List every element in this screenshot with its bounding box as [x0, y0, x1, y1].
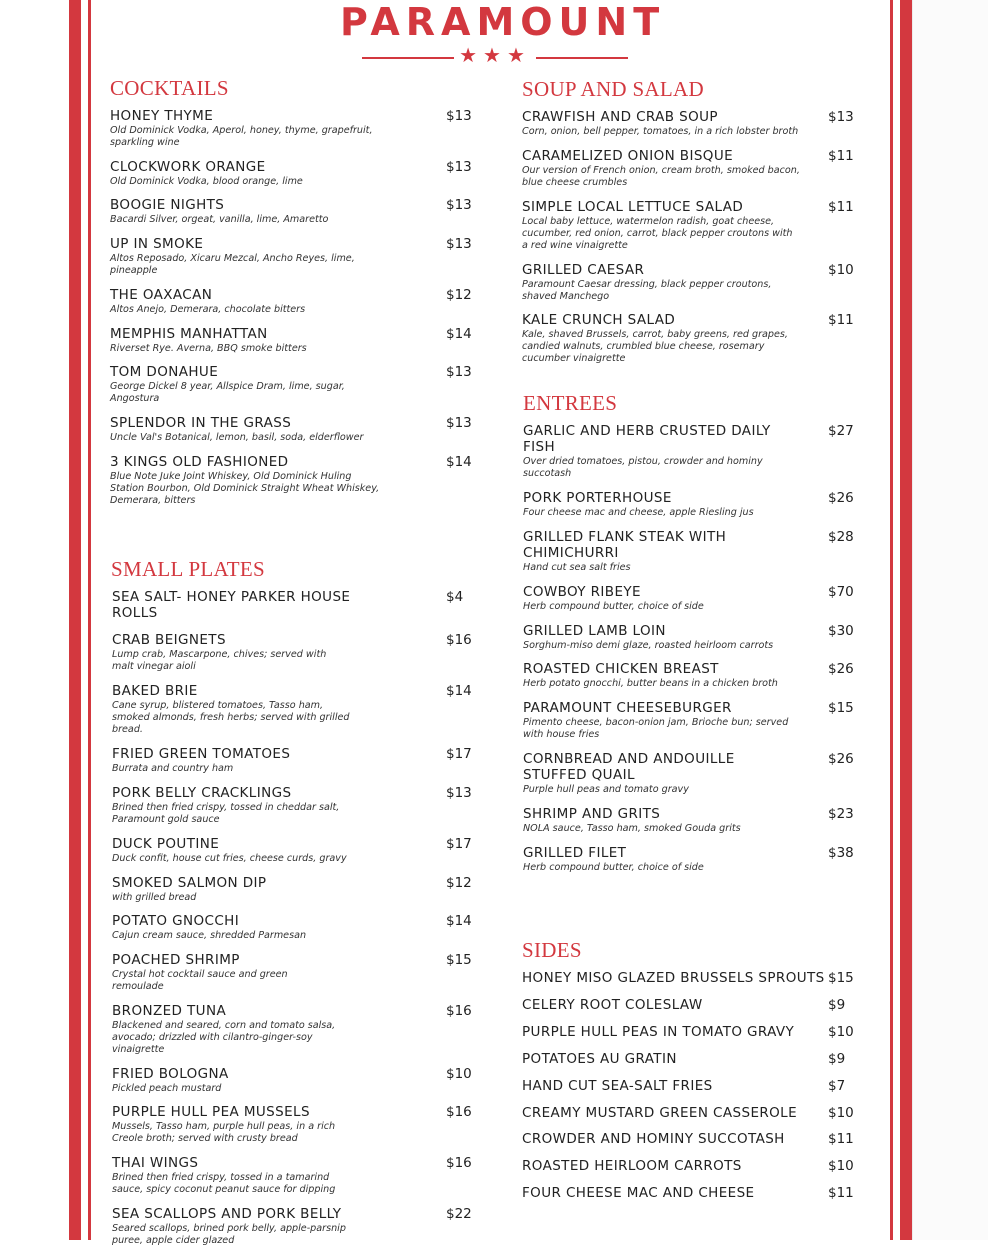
item-name: CRAB BEIGNETS: [112, 632, 226, 648]
item-description: Altos Reposado, Xicaru Mezcal, Ancho Reyes, lime, pineapple: [110, 253, 355, 276]
item-description: Burrata and country ham: [112, 763, 234, 774]
item-price: $28: [828, 529, 854, 545]
item-description: Herb compound butter, choice of side: [523, 862, 704, 873]
item-name: SMOKED SALMON DIP: [112, 875, 267, 891]
item-price: $10: [446, 1066, 472, 1082]
item-description: Local baby lettuce, watermelon radish, goat cheese, cucumber, red onion, carrot, black pepper croutons with a red wine vinaigrette: [522, 216, 793, 251]
item-description: Over dried tomatoes, pistou, crowder and hominy succotash: [523, 456, 763, 479]
side-item-price: $10: [828, 1158, 854, 1175]
item-name: PARAMOUNT CHEESEBURGER: [523, 700, 732, 716]
item-price: $13: [446, 108, 472, 124]
item-name: SHRIMP AND GRITS: [523, 806, 661, 822]
item-description: with grilled bread: [112, 892, 197, 903]
item-price: $13: [446, 785, 472, 801]
item-price: $17: [446, 836, 472, 852]
item-name: PORK BELLY CRACKLINGS: [112, 785, 292, 801]
item-name: BAKED BRIE: [112, 683, 198, 699]
item-name: FRIED GREEN TOMATOES: [112, 746, 291, 762]
item-name: HONEY THYME: [110, 108, 214, 124]
item-price: $30: [828, 623, 854, 639]
item-price: $26: [828, 490, 854, 506]
menu-item: [112, 785, 432, 826]
menu-item: [112, 1206, 432, 1247]
item-price: $13: [446, 415, 472, 431]
item-name: FRIED BOLOGNA: [112, 1066, 229, 1082]
left-border-bar: [69, 0, 81, 1240]
item-description: Pickled peach mustard: [112, 1083, 222, 1094]
item-description: Mussels, Tasso ham, purple hull peas, in a rich Creole broth; served with crusty bread: [112, 1121, 336, 1144]
item-description: Crystal hot cocktail sauce and green remoulade: [112, 969, 288, 992]
menu-item: [523, 584, 823, 613]
item-name: SEA SALT- HONEY PARKER HOUSE ROLLS: [112, 589, 351, 621]
item-name: CRAWFISH AND CRAB SOUP: [522, 109, 718, 125]
item-price: $23: [828, 806, 854, 822]
item-description: Blue Note Juke Joint Whiskey, Old Dominick Huling Station Bourbon, Old Dominick Straight Wheat Whiskey, Demerara, bitters: [110, 471, 380, 506]
item-description: Purple hull peas and tomato gravy: [523, 784, 689, 795]
soup-salad-heading: SOUP AND SALAD: [522, 77, 704, 101]
item-price: $16: [446, 1104, 472, 1120]
menu-item: [112, 1066, 432, 1095]
item-name: BOOGIE NIGHTS: [110, 197, 225, 213]
item-name: TOM DONAHUE: [110, 364, 219, 380]
logo-rule-right: [536, 57, 628, 59]
item-description: Herb potato gnocchi, butter beans in a chicken broth: [523, 678, 778, 689]
entrees-heading: ENTREES: [523, 391, 618, 415]
item-description: Sorghum-miso demi glaze, roasted heirloom carrots: [523, 640, 774, 651]
menu-item: [523, 490, 823, 519]
item-description: Paramount Caesar dressing, black pepper croutons, shaved Manchego: [522, 279, 772, 302]
item-price: $38: [828, 845, 854, 861]
item-name: THAI WINGS: [112, 1155, 199, 1171]
menu-item: [522, 199, 822, 252]
item-description: Kale, shaved Brussels, carrot, baby greens, red grapes, candied walnuts, crumbled blue cheese, rosemary cucumber vinaigrette: [522, 329, 788, 364]
item-description: Corn, onion, bell pepper, tomatoes, in a rich lobster broth: [522, 126, 799, 137]
item-name: CARAMELIZED ONION BISQUE: [522, 148, 734, 164]
item-name: GRILLED CAESAR: [522, 262, 645, 278]
item-description: Riverset Rye. Averna, BBQ smoke bitters: [110, 343, 307, 354]
item-price: $16: [446, 1003, 472, 1019]
item-price: $11: [828, 199, 854, 215]
menu-item: [112, 952, 432, 993]
menu-item: [523, 423, 823, 480]
item-price: $10: [828, 262, 854, 278]
item-name: GARLIC AND HERB CRUSTED DAILY FISH: [523, 423, 771, 455]
side-item-name: CREAMY MUSTARD GREEN CASSEROLE: [522, 1104, 798, 1121]
item-price: $70: [828, 584, 854, 600]
item-name: ROASTED CHICKEN BREAST: [523, 661, 719, 677]
item-description: Uncle Val's Botanical, lemon, basil, soda, elderflower: [110, 432, 364, 443]
menu-item: [522, 312, 822, 365]
item-price: $14: [446, 454, 472, 470]
small-plates-heading: SMALL PLATES: [111, 557, 265, 581]
item-name: PURPLE HULL PEA MUSSELS: [112, 1104, 310, 1120]
item-price: $13: [828, 109, 854, 125]
side-item-price: $11: [828, 1131, 854, 1148]
item-description: Herb compound butter, choice of side: [523, 601, 704, 612]
item-description: Brined then fried crispy, tossed in cheddar salt, Paramount gold sauce: [112, 802, 340, 825]
menu-item: [523, 751, 823, 796]
item-price: $14: [446, 683, 472, 699]
item-description: Bacardi Silver, orgeat, vanilla, lime, Amaretto: [110, 214, 329, 225]
menu-item: [112, 632, 432, 673]
right-border-line: [890, 0, 893, 1240]
menu-item: [112, 1003, 432, 1056]
item-description: Seared scallops, brined pork belly, apple-parsnip puree, apple cider glazed: [112, 1223, 346, 1246]
item-description: Our version of French onion, cream broth, smoked bacon, blue cheese crumbles: [522, 165, 800, 188]
item-name: POTATO GNOCCHI: [112, 913, 240, 929]
item-name: BRONZED TUNA: [112, 1003, 227, 1019]
logo-wordmark: PARAMOUNT: [340, 0, 666, 44]
item-description: George Dickel 8 year, Allspice Dram, lime, sugar, Angostura: [110, 381, 345, 404]
menu-item: [110, 159, 430, 188]
item-name: SEA SCALLOPS AND PORK BELLY: [112, 1206, 342, 1222]
item-name: KALE CRUNCH SALAD: [522, 312, 676, 328]
menu-item: [523, 806, 823, 835]
item-description: Blackened and seared, corn and tomato salsa, avocado; drizzled with cilantro-ginger-soy vinaigrette: [112, 1020, 336, 1055]
item-description: Brined then fried crispy, tossed in a tamarind sauce, spicy coconut peanut sauce for dipping: [112, 1172, 336, 1195]
menu-item: [112, 1104, 432, 1145]
item-price: $16: [446, 632, 472, 648]
side-item-price: $9: [828, 1050, 846, 1067]
side-item-price: $10: [828, 1023, 854, 1040]
item-price: $13: [446, 364, 472, 380]
item-name: CORNBREAD AND ANDOUILLE STUFFED QUAIL: [523, 751, 735, 783]
side-item-name: POTATOES AU GRATIN: [522, 1050, 677, 1067]
menu-item: [523, 845, 823, 874]
menu-item: [522, 109, 822, 138]
item-name: SPLENDOR IN THE GRASS: [110, 415, 292, 431]
item-price: $12: [446, 287, 472, 303]
item-price: $13: [446, 159, 472, 175]
item-description: Cane syrup, blistered tomatoes, Tasso ham, smoked almonds, fresh herbs; served with grilled bread.: [112, 700, 350, 735]
right-border-bar: [900, 0, 912, 1240]
item-price: $15: [446, 952, 472, 968]
page-margin: [912, 0, 988, 1240]
side-item-price: $15: [828, 970, 854, 986]
item-name: UP IN SMOKE: [110, 236, 204, 252]
star-icon: ★★★: [459, 45, 531, 67]
item-price: $4: [446, 589, 464, 605]
item-price: $11: [828, 312, 854, 328]
item-description: Altos Anejo, Demerara, chocolate bitters: [110, 304, 306, 315]
menu-item: [112, 913, 432, 942]
item-price: $15: [828, 700, 854, 716]
item-description: Old Dominick Vodka, Aperol, honey, thyme, grapefruit, sparkling wine: [110, 125, 373, 148]
menu-item: [110, 364, 430, 405]
item-name: MEMPHIS MANHATTAN: [110, 326, 268, 342]
menu-item: [110, 454, 430, 507]
menu-item: [523, 700, 823, 741]
item-name: POACHED SHRIMP: [112, 952, 240, 968]
menu-item: [112, 836, 432, 865]
side-item-price: $11: [828, 1185, 854, 1202]
side-item-name: ROASTED HEIRLOOM CARROTS: [522, 1158, 742, 1175]
side-item-name: HAND CUT SEA-SALT FRIES: [522, 1077, 713, 1094]
side-item-name: FOUR CHEESE MAC AND CHEESE: [522, 1185, 755, 1202]
menu-item: [523, 529, 823, 574]
left-border-line: [88, 0, 91, 1240]
item-description: Pimento cheese, bacon-onion jam, Brioche bun; served with house fries: [523, 717, 789, 740]
item-description: Old Dominick Vodka, blood orange, lime: [110, 176, 303, 187]
item-price: $26: [828, 661, 854, 677]
item-price: $17: [446, 746, 472, 762]
item-price: $14: [446, 326, 472, 342]
logo: [0, 0, 988, 70]
side-item-price: $10: [828, 1104, 854, 1121]
sides-heading: SIDES: [522, 938, 582, 962]
menu-item: [522, 262, 822, 303]
menu-item: [523, 623, 823, 652]
side-item-price: $7: [828, 1077, 846, 1094]
menu-item: [110, 326, 430, 355]
item-price: $11: [828, 148, 854, 164]
menu-item: [110, 108, 430, 149]
item-description: Hand cut sea salt fries: [523, 562, 631, 573]
item-price: $13: [446, 236, 472, 252]
menu-item: [112, 875, 432, 904]
menu-item: [112, 683, 432, 736]
logo-rule-left: [362, 57, 454, 59]
item-name: THE OAXACAN: [110, 287, 213, 303]
menu-item: [112, 1155, 432, 1196]
item-price: $26: [828, 751, 854, 767]
cocktails-heading: COCKTAILS: [110, 76, 229, 100]
menu-item: [522, 148, 822, 189]
item-price: $22: [446, 1206, 472, 1222]
item-name: DUCK POUTINE: [112, 836, 220, 852]
menu-item: [112, 746, 432, 775]
side-item-name: PURPLE HULL PEAS IN TOMATO GRAVY: [522, 1023, 795, 1040]
item-description: Cajun cream sauce, shredded Parmesan: [112, 930, 307, 941]
item-price: $12: [446, 875, 472, 891]
item-name: COWBOY RIBEYE: [523, 584, 641, 600]
item-name: GRILLED LAMB LOIN: [523, 623, 666, 639]
item-name: CLOCKWORK ORANGE: [110, 159, 266, 175]
item-price: $13: [446, 197, 472, 213]
menu-item: [523, 661, 823, 690]
menu-item: [110, 197, 430, 226]
side-item-price: $9: [828, 996, 846, 1013]
item-price: $27: [828, 423, 854, 439]
item-description: Four cheese mac and cheese, apple Riesling jus: [523, 507, 754, 518]
item-name: PORK PORTERHOUSE: [523, 490, 672, 506]
item-name: GRILLED FLANK STEAK WITH CHIMICHURRI: [523, 529, 727, 561]
menu-item: [112, 589, 432, 621]
item-name: SIMPLE LOCAL LETTUCE SALAD: [522, 199, 744, 215]
side-item-name: HONEY MISO GLAZED BRUSSELS SPROUTS: [522, 970, 825, 986]
item-description: Duck confit, house cut fries, cheese curds, gravy: [112, 853, 347, 864]
menu-item: [110, 236, 430, 277]
item-price: $16: [446, 1155, 472, 1171]
item-price: $14: [446, 913, 472, 929]
item-name: 3 KINGS OLD FASHIONED: [110, 454, 289, 470]
item-name: GRILLED FILET: [523, 845, 627, 861]
menu-item: [110, 415, 430, 444]
item-description: NOLA sauce, Tasso ham, smoked Gouda grits: [523, 823, 741, 834]
side-item-name: CELERY ROOT COLESLAW: [522, 996, 703, 1013]
menu-item: [110, 287, 430, 316]
item-description: Lump crab, Mascarpone, chives; served with malt vinegar aioli: [112, 649, 327, 672]
side-item-name: CROWDER AND HOMINY SUCCOTASH: [522, 1131, 785, 1148]
